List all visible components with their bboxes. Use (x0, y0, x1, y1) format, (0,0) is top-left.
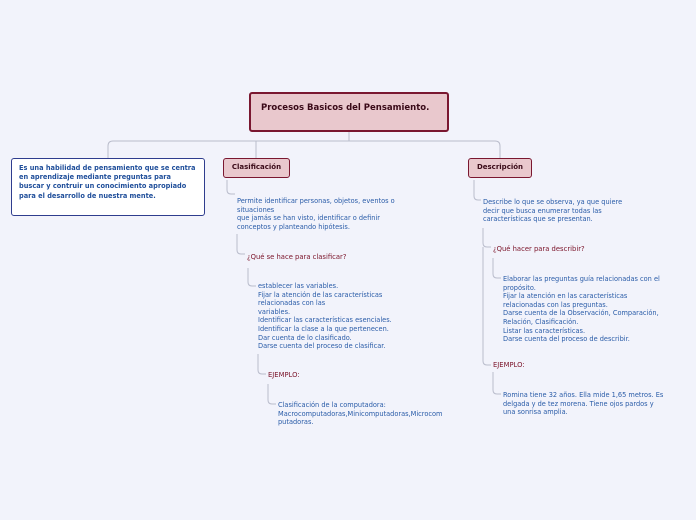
root-topic-title: Procesos Basicos del Pensamiento. (261, 103, 430, 113)
clasificacion-steps: establecer las variables. Fijar la atención de las características relacionadas con las variables. Identificar las características esenciales. Identificar la clase a la que pertenecen. Dar cuenta de lo clasificado. Darse cuenta del proceso de clasificar. (258, 282, 392, 351)
descripcion-steps: Elaborar las preguntas guía relacionadas con el propósito. Fijar la atención en las características relacionadas con las preguntas. Darse cuenta de la Observación, Comparación, Relación, Clasificación. Listar las características. Darse cuenta del proceso de describir. (503, 275, 660, 344)
definition-note-node[interactable] (11, 158, 205, 216)
descripcion-label: Descripción (476, 163, 524, 171)
clasificacion-example: Clasificación de la computadora: Macrocomputadoras,Minicomputadoras,Microcom putadoras. (278, 401, 443, 427)
descripcion-question: ¿Qué hacer para describir? (493, 245, 585, 253)
clasificacion-node[interactable] (223, 158, 290, 178)
clasificacion-example-label: EJEMPLO: (268, 371, 300, 379)
root-topic-node[interactable] (249, 92, 449, 132)
descripcion-node[interactable] (468, 158, 532, 178)
descripcion-example: Romina tiene 32 años. Ella mide 1,65 metros. Es delgada y de tez morena. Tiene ojos pardos y una sonrisa amplia. (503, 391, 664, 417)
clasificacion-label: Clasificación (231, 163, 282, 171)
clasificacion-question: ¿Qué se hace para clasificar? (247, 253, 347, 261)
descripcion-example-label: EJEMPLO: (493, 361, 525, 369)
clasificacion-definition: Permite identificar personas, objetos, eventos o situaciones que jamás se han visto, identificar o definir conceptos y planteando hipótesis. (237, 197, 395, 231)
definition-note-text: Es una habilidad de pensamiento que se centra en aprendizaje mediante preguntas para buscar y contruir un conocimiento apropiado para el desarrollo de nuestra mente. (19, 164, 196, 200)
descripcion-definition: Describe lo que se observa, ya que quiere decir que busca enumerar todas las características que se presentan. (483, 198, 623, 224)
